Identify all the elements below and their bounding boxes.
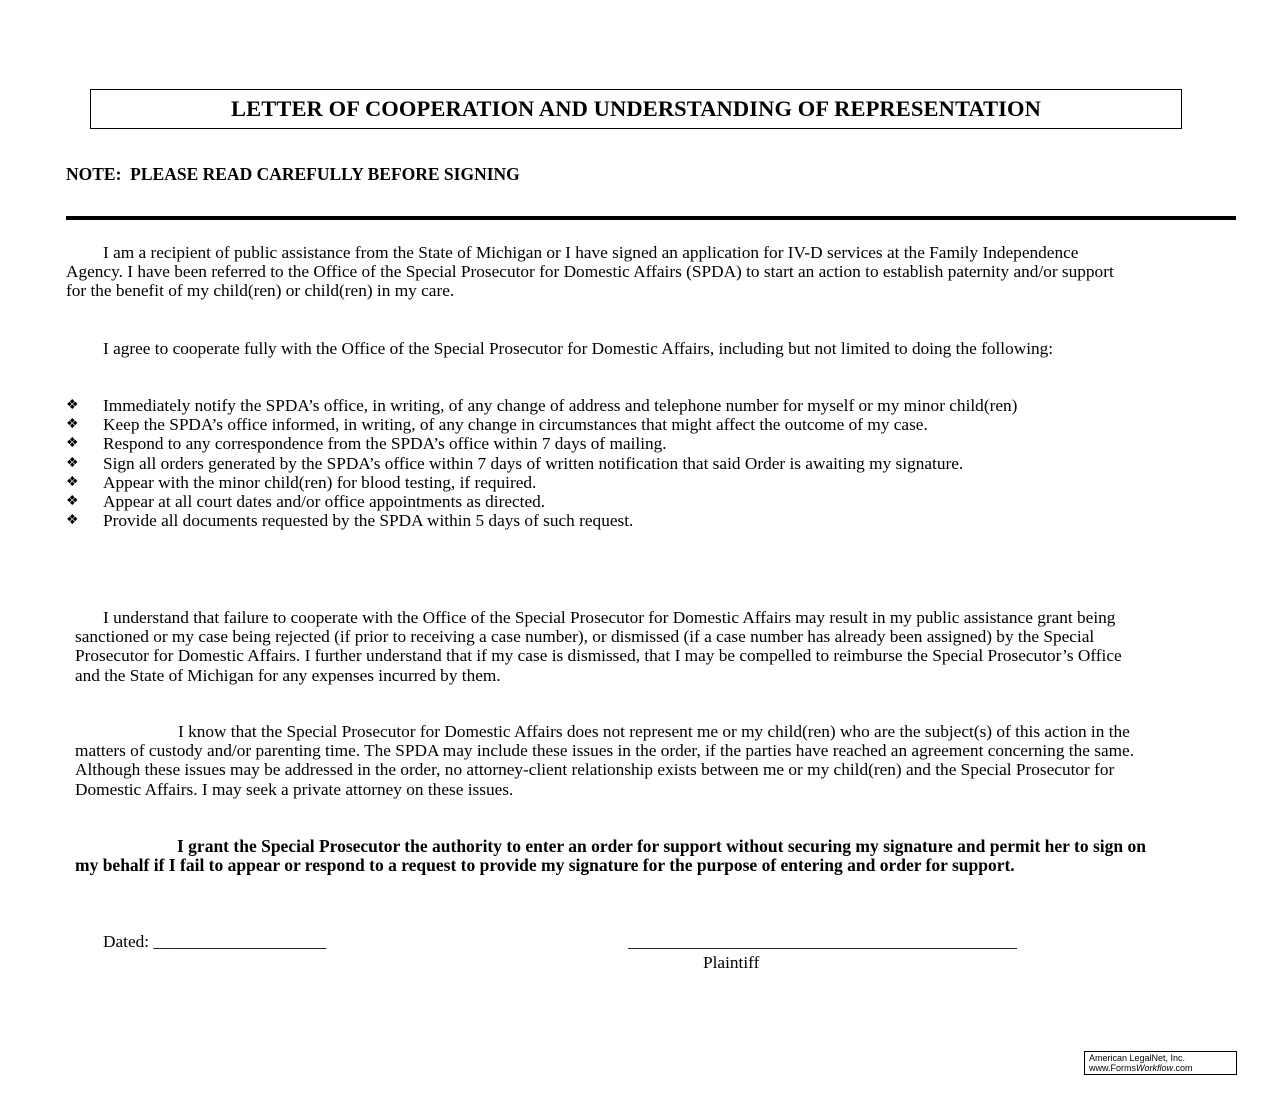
obligations-list — [66, 396, 1131, 530]
agree-paragraph: I agree to cooperate fully with the Office of the Special Prosecutor for Domestic Affairs, including but not limited to doing the following: — [103, 339, 1054, 358]
list-item-text: Keep the SPDA’s office informed, in writing, of any change in circumstances that might affect the outcome of my case. — [103, 415, 928, 435]
list-item — [66, 511, 1131, 530]
representation-paragraph: I know that the Special Prosecutor for Domestic Affairs does not represent me or my child(ren) who are the subject(s) of this action in the matters of custody and/or parenting time. The SPDA may include these issues in the order, if the parties have reached an agreement concerning the same. Although these issues may be addressed in the order, no attorney-client relationship exists between me or my child(ren) and the Special Prosecutor for Domestic Affairs. I may seek a private attorney on these issues. — [75, 722, 1135, 799]
signature-line[interactable]: _____________________________________________ — [628, 932, 1017, 951]
list-item-text: Provide all documents requested by the SPDA within 5 days of such request. — [103, 511, 634, 531]
list-item — [66, 415, 1131, 434]
footer-company: American LegalNet, Inc. — [1089, 1053, 1186, 1063]
signer-label: Plaintiff — [703, 953, 760, 972]
list-item-text: Appear at all court dates and/or office appointments as directed. — [103, 492, 546, 512]
list-item — [66, 454, 1131, 473]
diamond-bullet-icon: ❖ — [66, 417, 79, 433]
understand-paragraph: I understand that failure to cooperate with the Office of the Special Prosecutor for Domestic Affairs may result in my public assistance grant being sanctioned or my case being rejected (if prior to receiving a case number), or dismissed (if a case number has already been assigned) by the Special Prosecutor for Domestic Affairs. I further understand that if my case is dismissed, that I may be compelled to reimburse the Special Prosecutor’s Office and the State of Michigan for any expenses incurred by them. — [75, 608, 1122, 685]
intro-paragraph: I am a recipient of public assistance from the State of Michigan or I have signed an application for IV-D services at the Family Independence Agency. I have been referred to the Office of the Special Prosecutor for Domestic Affairs (SPDA) to start an action to establish paternity and/or support for the benefit of my child(ren) or child(ren) in my care. — [66, 243, 1114, 301]
footer-url-suffix: .com — [1173, 1063, 1193, 1073]
footer-url — [1089, 1063, 1233, 1073]
document-title: LETTER OF COOPERATION AND UNDERSTANDING OF REPRESENTATION — [90, 89, 1182, 129]
footer-url-prefix: www.Forms — [1089, 1063, 1136, 1073]
list-item — [66, 396, 1131, 415]
diamond-bullet-icon: ❖ — [66, 436, 79, 452]
diamond-bullet-icon: ❖ — [66, 513, 79, 529]
diamond-bullet-icon: ❖ — [66, 455, 79, 471]
list-item-text: Appear with the minor child(ren) for blood testing, if required. — [103, 472, 537, 492]
diamond-bullet-icon: ❖ — [66, 474, 79, 490]
list-item — [66, 473, 1131, 492]
footer-brand-box — [1084, 1051, 1237, 1075]
dated-label: Dated: — [103, 932, 150, 951]
list-item — [66, 434, 1131, 453]
note-heading: NOTE: PLEASE READ CAREFULLY BEFORE SIGNING — [66, 164, 520, 184]
dated-line[interactable]: ____________________ — [153, 932, 327, 951]
diamond-bullet-icon: ❖ — [66, 494, 79, 510]
authority-grant-paragraph: I grant the Special Prosecutor the authority to enter an order for support without securing my signature and permit her to sign on my behalf if I fail to appear or respond to a request to provide my signature for the purpose of entering and order for support. — [75, 836, 1146, 876]
diamond-bullet-icon: ❖ — [66, 398, 79, 413]
horizontal-divider — [66, 216, 1236, 220]
list-item-text: Immediately notify the SPDA’s office, in writing, of any change of address and telephone number for myself or my minor child(ren) — [103, 396, 1018, 415]
dated-field[interactable] — [103, 932, 326, 952]
footer-url-italic: Workflow — [1136, 1063, 1174, 1073]
list-item-text: Respond to any correspondence from the SPDA’s office within 7 days of mailing. — [103, 434, 667, 454]
list-item-text: Sign all orders generated by the SPDA’s office within 7 days of written notification that said Order is awaiting my signature. — [103, 453, 964, 473]
list-item — [66, 492, 1131, 511]
